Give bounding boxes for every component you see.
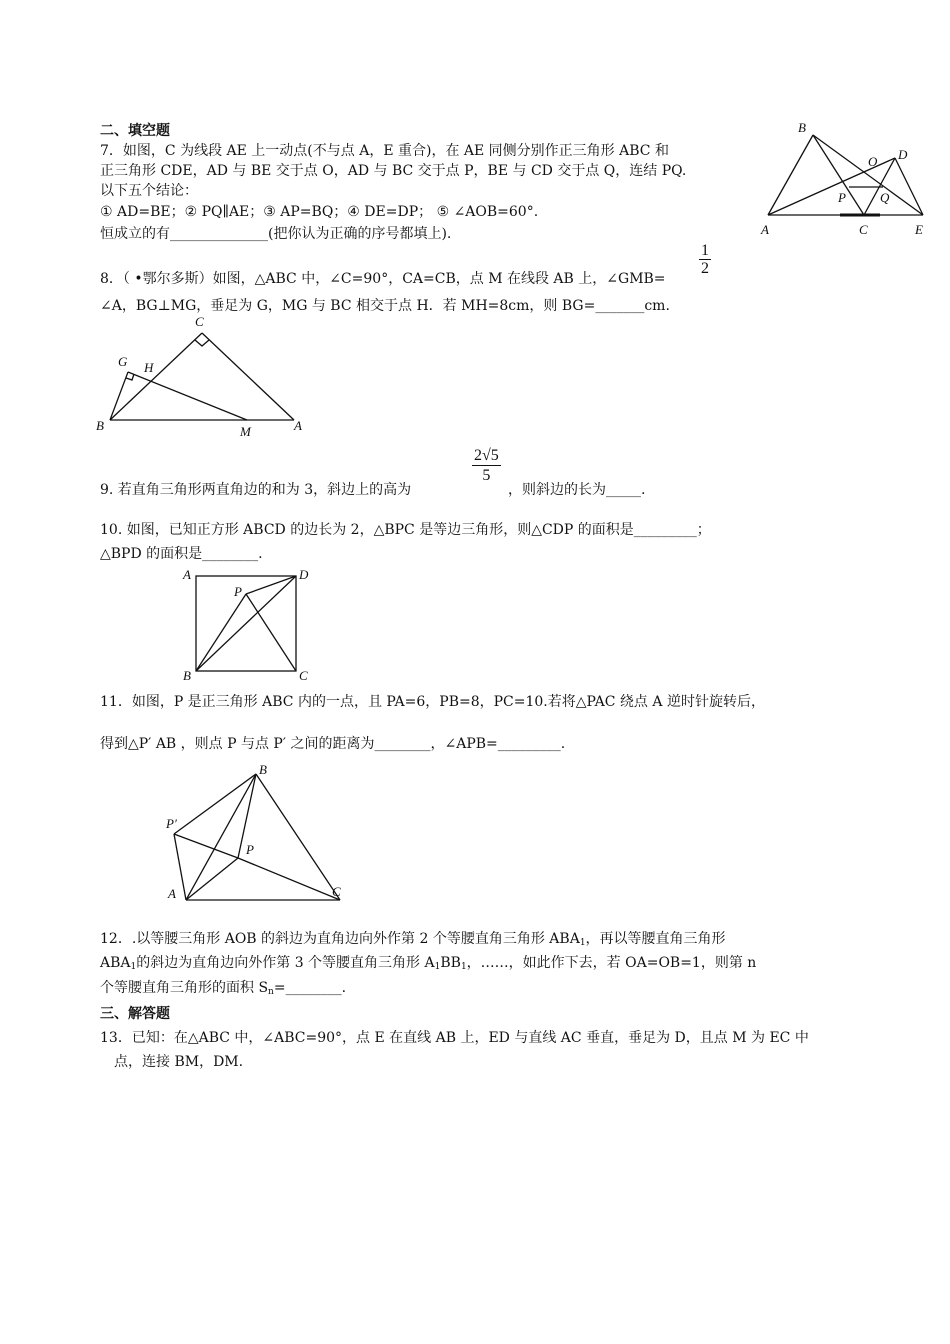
q12-line-2-b: 的斜边为直角边向外作第 3 个等腰直角三角形 A <box>136 955 435 971</box>
q7-label-b: B <box>798 120 806 135</box>
q7-label-d: D <box>898 147 908 162</box>
q7-answer-line: 恒成立的有______________(把你认为正确的序号都填上). <box>100 226 452 242</box>
q10-line-2: △BPD 的面积是________. <box>100 546 263 562</box>
q10-label-c: C <box>299 668 308 683</box>
segment-bc <box>110 333 202 420</box>
right-angle-c <box>195 340 209 346</box>
segment-gm <box>128 372 247 420</box>
q12-line-1 <box>100 929 726 949</box>
q9-fraction-numerator: 2√5 <box>474 447 499 464</box>
q8-fraction-denominator: 2 <box>701 260 709 277</box>
q9-text-after: ，则斜边的长为_____. <box>508 482 646 498</box>
q11-label-c: C <box>332 884 341 899</box>
segment-bg <box>110 372 128 420</box>
q11-label-b: B <box>259 762 267 777</box>
q12-line-2-sub-2: 1 <box>434 962 441 972</box>
segment-pc <box>246 594 296 671</box>
q11-line-2: 得到△P′ AB ，则点 P 与点 P′ 之间的距离为________，∠APB=_________. <box>100 736 566 752</box>
segment-p1b <box>174 774 256 834</box>
q12-line-2-c: BB <box>440 955 461 971</box>
q10-label-a: A <box>183 567 191 582</box>
q13-line-2: 点，连接 BM，DM. <box>114 1054 244 1070</box>
q10-line-1: 10. 如图，已知正方形 ABCD 的边长为 2，△BPC 是等边三角形，则△CDP 的面积是_________； <box>100 522 711 538</box>
q10-label-b: B <box>183 668 191 683</box>
segment-pc <box>238 858 340 900</box>
q7-label-o: O <box>868 154 878 169</box>
q9-text-before: 9. 若直角三角形两直角边的和为 3，斜边上的高为 <box>100 482 412 498</box>
segment-de <box>895 158 923 215</box>
q8-fraction <box>699 242 711 277</box>
segment-bd <box>196 576 296 671</box>
segment-pd <box>246 576 296 594</box>
q12-line-2-sub-3: 1 <box>460 962 467 972</box>
q11-figure <box>160 762 360 907</box>
q11-label-p-prime: P′ <box>166 816 177 831</box>
q7-label-e: E <box>915 222 923 237</box>
q8-figure <box>92 312 317 437</box>
q7-line-2: 正三角形 CDE，AD 与 BE 交于点 O，AD 与 BC 交于点 P，BE 与 CD 交于点 Q，连结 PQ. <box>100 163 687 179</box>
q12-line-3-sub: n <box>268 987 274 997</box>
q8-line-2: ∠A，BG⊥MG，垂足为 G，MG 与 BC 相交于点 H．若 MH=8cm，则 BG=_______cm. <box>100 298 670 314</box>
q12-line-2-d: ，……，如此作下去，若 OA=OB=1，则第 n <box>466 955 757 971</box>
q12-line-3-b: =________. <box>273 980 347 996</box>
q8-label-b: B <box>96 418 104 433</box>
q12-line-1-a: 12．.以等腰三角形 AOB 的斜边为直角边向外作第 2 个等腰直角三角形 ABA <box>100 931 580 947</box>
q7-label-q: Q <box>880 190 890 205</box>
q12-line-1-sub: 1 <box>579 938 586 948</box>
q12-line-2 <box>100 953 756 973</box>
segment-p1p <box>174 834 238 858</box>
section-title-solutions: 三、解答题 <box>100 1006 170 1022</box>
q7-conclusions: ① AD=BE；② PQ∥AE；③ AP=BQ；④ DE=DP； ⑤ ∠AOB=60°. <box>100 204 539 220</box>
segment-ap <box>186 858 238 900</box>
q8-label-m: M <box>240 424 251 437</box>
q12-line-2-sub-1: 1 <box>130 962 137 972</box>
q8-label-g: G <box>118 354 128 369</box>
q10-label-d: D <box>299 567 309 582</box>
q13-line-1: 13．已知：在△ABC 中，∠ABC=90°，点 E 在直线 AB 上，ED 与直线 AC 垂直，垂足为 D，且点 M 为 EC 中 <box>100 1030 809 1046</box>
q7-line-1: 7．如图，C 为线段 AE 上一动点(不与点 A，E 重合)，在 AE 同侧分别作正三角形 ABC 和 <box>100 143 669 159</box>
q8-label-a: A <box>294 418 302 433</box>
q7-label-c: C <box>859 222 868 237</box>
q7-figure <box>760 118 935 243</box>
q9-fraction-denominator: 5 <box>482 467 491 484</box>
segment-ab <box>768 135 813 215</box>
q9-fraction <box>472 446 501 485</box>
q11-label-p: P <box>246 842 254 857</box>
q8-label-c: C <box>195 314 204 329</box>
q8-fraction-numerator: 1 <box>701 242 709 259</box>
q8-label-h: H <box>144 360 154 375</box>
q10-figure <box>178 566 318 684</box>
segment-bc <box>256 774 340 900</box>
q7-label-a: A <box>761 222 769 237</box>
q10-label-p: P <box>234 584 242 599</box>
section-title-fill-in: 二、填空题 <box>100 123 170 139</box>
q7-label-p: P <box>838 190 846 205</box>
q7-line-3: 以下五个结论： <box>100 183 198 199</box>
q8-line-1: 8．（ •鄂尔多斯）如图，△ABC 中，∠C=90°，CA=CB，点 M 在线段 AB 上，∠GMB= <box>100 271 666 287</box>
segment-ab <box>186 774 256 900</box>
q12-line-3-a: 个等腰直角三角形的面积 S <box>100 980 269 996</box>
q12-line-3 <box>100 978 346 998</box>
q11-label-a: A <box>168 886 176 901</box>
q12-line-1-b: ，再以等腰直角三角形 <box>585 931 726 947</box>
q12-line-2-a: ABA <box>100 955 131 971</box>
segment-bp <box>196 594 246 671</box>
q11-line-1: 11．如图，P 是正三角形 ABC 内的一点，且 PA=6，PB=8，PC=10.若将△PAC 绕点 A 逆时针旋转后， <box>100 694 765 710</box>
